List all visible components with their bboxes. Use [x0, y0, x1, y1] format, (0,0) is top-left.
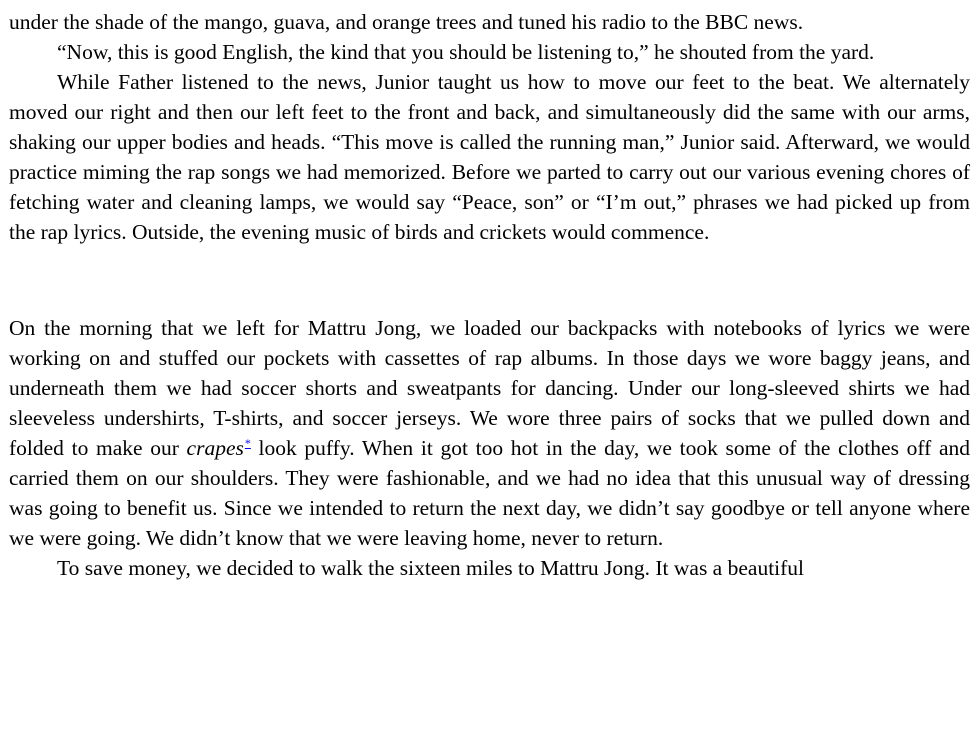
paragraph-4-text-end: look puffy. When it got too hot in the day, we took some of the clothes off and carried them on our shoulders. They were fashionable, and we had no idea that this unusual way of dressing was going to benefit us. Since we intended to return the next day, we didn’t say goodbye or tell anyone where we were going. We didn’t know that we were leaving home, never to return.	[9, 436, 970, 550]
paragraph-4	[9, 313, 970, 553]
paragraph-2: “Now, this is good English, the kind that you should be listening to,” he shouted from the yard.	[57, 40, 875, 64]
paragraph-5: To save money, we decided to walk the sixteen miles to Mattru Jong. It was a beautiful	[57, 556, 805, 580]
book-page	[9, 7, 970, 583]
italic-term-crapes: crapes	[186, 436, 244, 460]
section-break	[9, 247, 970, 313]
footnote-link[interactable]: *	[244, 435, 251, 450]
paragraph-4-text-start: On the morning that we left for Mattru Jong, we loaded our backpacks with notebooks of lyrics we were working on and stuffed our pockets with cassettes of rap albums. In those days we wore baggy jeans, and underneath them we had soccer shorts and sweatpants for dancing. Under our long-sleeved shirts we had sleeveless undershirts, T-shirts, and soccer jerseys. We wore three pairs of socks that we pulled down and folded to make our	[9, 316, 970, 460]
paragraph-1: under the shade of the mango, guava, and orange trees and tuned his radio to the BBC news.	[9, 10, 804, 34]
paragraph-3: While Father listened to the news, Junior taught us how to move our feet to the beat. We alternately moved our right and then our left feet to the front and back, and simultaneously did the same with our arms, shaking our upper bodies and heads. “This move is called the running man,” Junior said. Afterward, we would practice miming the rap songs we had memorized. Before we parted to carry out our various evening chores of fetching water and cleaning lamps, we would say “Peace, son” or “I’m out,” phrases we had picked up from the rap lyrics. Outside, the evening music of birds and crickets would commence.	[9, 70, 970, 244]
